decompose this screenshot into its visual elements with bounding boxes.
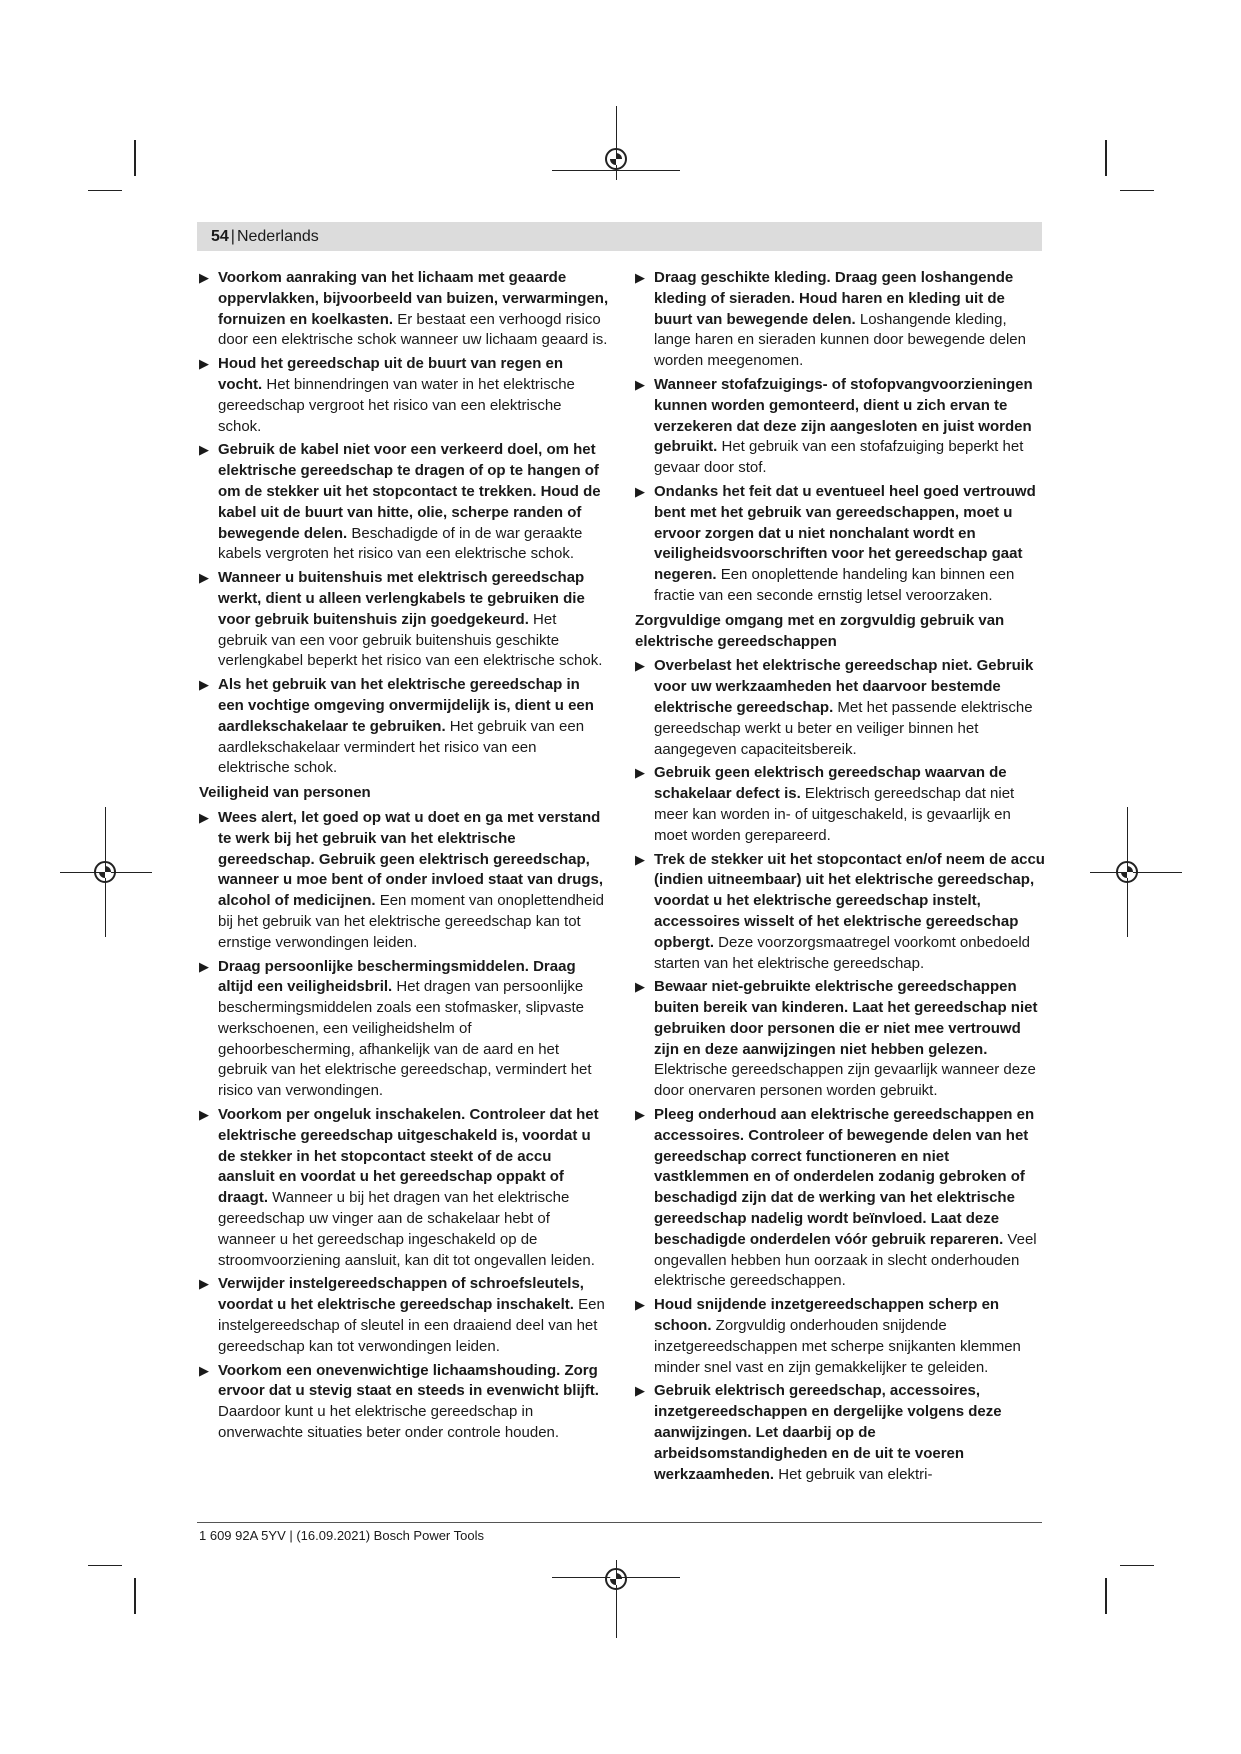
item-explanation: Zorgvuldig onderhouden snijdende inzetgereedschappen met scherpe snijkanten klemmen minder snel vast en zijn gemakkelijker te geleiden.	[654, 1317, 1021, 1376]
item-instruction: Voorkom aanraking van het lichaam met geaarde oppervlakken, bijvoorbeeld van buizen, verwarmingen, fornuizen en koelkasten.	[218, 269, 609, 328]
list-item	[199, 957, 609, 1103]
bullet-arrow-icon: ▶	[199, 809, 209, 825]
bullet-arrow-icon: ▶	[199, 1362, 209, 1378]
item-instruction: Wanneer stofafzuigings- of stofopvangvoorzieningen kunnen worden gemonteerd, dient u zich ervan te verzekeren dat deze zijn aangesloten en juist worden gebruikt.	[654, 375, 1033, 456]
item-instruction: Gebruik de kabel niet voor een verkeerd doel, om het elektrische gereedschap te dragen of op te hangen of om de stekker uit het stopcontact te trekken. Houd de kabel uit de buurt van hitte, olie, scherpe randen of bewegende delen.	[218, 441, 601, 542]
item-instruction: Houd het gereedschap uit de buurt van regen en vocht.	[218, 355, 564, 393]
item-explanation: Met het passende elektrische gereedschap werkt u beter en veiliger binnen het aangegeven capaciteitsbereik.	[654, 698, 1033, 758]
item-explanation: Het gebruik van elektri-	[774, 1465, 933, 1483]
item-explanation: Elektrische gereedschappen zijn gevaarlijk wanneer deze door onervaren personen worden gebruikt.	[654, 1061, 1036, 1100]
list-item	[199, 808, 609, 954]
item-instruction: Pleeg onderhoud aan elektrische gereedschappen en accessoires. Controleer of bewegende delen van het gereedschap correct functioneren en niet vastklemmen en of onderdelen zodanig gebroken of beschadigd zijn dat de werking van het elektrische gereedschap nadelig wordt beïnvloed. Laat deze beschadigde onderdelen vóór gebruik repareren.	[654, 1106, 1035, 1248]
bullet-arrow-icon: ▶	[635, 376, 645, 392]
footer-text: 1 609 92A 5YV | (16.09.2021) Bosch Power Tools	[199, 1528, 484, 1543]
footer-rule	[197, 1522, 1042, 1523]
header-language: Nederlands	[236, 228, 319, 245]
list-item	[199, 268, 609, 351]
bullet-arrow-icon: ▶	[635, 270, 645, 285]
page-header	[197, 222, 1042, 251]
list-item	[199, 440, 609, 565]
item-explanation: Een instelgereedschap of sleutel in een draaiend deel van het gereedschap kan tot verwondingen leiden.	[218, 1296, 605, 1355]
registration-target-icon	[94, 861, 116, 883]
list-item	[635, 375, 1045, 479]
list-item	[635, 850, 1045, 975]
registration-target-icon	[605, 1568, 627, 1590]
bullet-arrow-icon: ▶	[635, 1297, 645, 1313]
bullet-arrow-icon: ▶	[199, 442, 209, 458]
item-instruction: Als het gebruik van het elektrische gereedschap in een vochtige omgeving onvermijdelijk is, dient u een aardlekschakelaar te gebruiken.	[218, 676, 594, 735]
item-instruction: Voorkom per ongeluk inschakelen. Controleer dat het elektrische gereedschap uitgeschakeld is, voordat u de stekker in het stopcontact steekt of de accu aansluit en voordat u het gereedschap oppakt of draagt.	[218, 1106, 599, 1207]
item-instruction: Gebruik geen elektrisch gereedschap waarvan de schakelaar defect is.	[654, 764, 1007, 803]
crop-mark	[88, 190, 122, 191]
registration-target-icon	[605, 148, 627, 170]
item-explanation: Het binnendringen van water in het elektrische gereedschap vergroot het risico van een elektrische schok.	[218, 375, 575, 435]
list-item	[199, 1105, 609, 1271]
item-explanation: Er bestaat een verhoogd risico door een elektrische schok wanneer uw lichaam geaard is.	[218, 310, 608, 349]
list-item	[199, 568, 609, 672]
crop-mark	[1120, 190, 1154, 191]
list-item	[199, 1361, 609, 1444]
right-list-b	[635, 656, 1045, 1485]
item-explanation: Het dragen van persoonlijke beschermingsmiddelen zoals een stofmasker, slipvaste werkschoenen, een veiligheidshelm of gehoorbescherming, afhankelijk van de aard en het gebruik van het elektrische gereedschap, vermindert het risico van verwondingen.	[218, 978, 592, 1100]
item-explanation: Het gebruik van een aardlekschakelaar vermindert het risico van een elektrische schok.	[218, 717, 585, 777]
item-instruction: Draag persoonlijke beschermingsmiddelen. Draag altijd een veiligheidsbril.	[218, 957, 576, 996]
bullet-arrow-icon: ▶	[635, 1107, 645, 1123]
item-instruction: Verwijder instelgereedschappen of schroefsleutels, voordat u het elektrische gereedschap inschakelt.	[218, 1275, 584, 1314]
list-item	[635, 977, 1045, 1102]
list-item	[635, 268, 1045, 372]
list-item	[635, 656, 1045, 760]
crop-mark	[134, 140, 136, 176]
left-list-a	[199, 268, 609, 779]
bullet-arrow-icon: ▶	[199, 270, 209, 285]
crop-mark	[1105, 1578, 1107, 1614]
bullet-arrow-icon: ▶	[199, 1276, 209, 1292]
item-explanation: Loshangende kleding, lange haren en sieraden kunnen door bewegende delen worden meegenomen.	[654, 310, 1026, 370]
list-item	[199, 1274, 609, 1357]
header-separator: |	[230, 228, 235, 245]
item-instruction: Trek de stekker uit het stopcontact en/of neem de accu (indien uitneembaar) uit het elektrische gereedschap, voordat u het elektrische gereedschap instelt, accessoires wisselt of het elektrische gereedschap opbergt.	[654, 850, 1045, 951]
bullet-arrow-icon: ▶	[199, 356, 209, 372]
item-explanation: Deze voorzorgsmaatregel voorkomt onbedoeld starten van het elektrische gereedschap.	[654, 933, 1031, 972]
item-instruction: Houd snijdende inzetgereedschappen scherp en schoon.	[654, 1296, 1000, 1335]
list-item	[635, 763, 1045, 846]
item-explanation: Wanneer u bij het dragen van het elektrische gereedschap uw vinger aan de schakelaar hebt of wanneer u het gereedschap ingeschakeld op de stroomvoorziening aansluit, kan dit tot ongevallen leiden.	[218, 1189, 595, 1269]
item-explanation: Elektrisch gereedschap dat niet meer kan worden in- of uitgeschakeld, is gevaarlijk en moet worden gerepareerd.	[654, 785, 1015, 844]
bullet-arrow-icon: ▶	[199, 1107, 209, 1123]
bullet-arrow-icon: ▶	[635, 483, 645, 499]
list-item	[635, 482, 1045, 607]
registration-target-icon	[1116, 861, 1138, 883]
crop-mark	[1105, 140, 1107, 176]
item-explanation: Een onoplettende handeling kan binnen een fractie van een seconde ernstig letsel veroorzaken.	[654, 566, 1015, 604]
section-heading-personal-safety: Veiligheid van personen	[199, 784, 371, 802]
item-instruction: Overbelast het elektrische gereedschap niet. Gebruik voor uw werkzaamheden het daarvoor bestemde elektrische gereedschap.	[654, 657, 1034, 716]
page-number: 54	[211, 228, 229, 245]
bullet-arrow-icon: ▶	[635, 765, 645, 781]
item-instruction: Bewaar niet-gebruikte elektrische gereedschappen buiten bereik van kinderen. Laat het gereedschap niet gebruiken door personen die er niet mee vertrouwd zijn en deze aanwijzingen niet hebben gelezen.	[654, 978, 1038, 1058]
right-list-a	[635, 268, 1045, 607]
crop-mark	[1120, 1565, 1154, 1566]
item-explanation: Het gebruik van een voor gebruik buitenshuis geschikte verlengkabel beperkt het risico van een elektrische schok.	[218, 610, 603, 670]
right-column	[635, 268, 1045, 1488]
left-column	[199, 268, 609, 1447]
item-instruction: Ondanks het feit dat u eventueel heel goed vertrouwd bent met het gebruik van gereedschappen, moet u ervoor zorgen dat u niet nonchalant wordt en veiligheidsvoorschriften voor het gereedschap gaat negeren.	[654, 482, 1036, 584]
list-item	[635, 1381, 1045, 1485]
list-item	[199, 354, 609, 437]
item-explanation: Beschadigde of in de war geraakte kabels vergroten het risico van een elektrische schok.	[218, 524, 583, 563]
bullet-arrow-icon: ▶	[199, 958, 209, 974]
item-explanation: Een moment van onoplettendheid bij het gebruik van het elektrische gereedschap kan tot ernstige verwondingen leiden.	[218, 892, 605, 951]
registration-line	[552, 170, 680, 171]
item-instruction: Draag geschikte kleding. Draag geen loshangende kleding of sieraden. Houd haren en kleding uit de buurt van bewegende delen.	[654, 269, 1014, 328]
bullet-arrow-icon: ▶	[635, 851, 645, 867]
item-instruction: Wees alert, let goed op wat u doet en ga met verstand te werk bij het gebruik van het elektrische gereedschap. Gebruik geen elektrisch gereedschap, wanneer u moe bent of onder invloed staat van drugs, alcohol of medicijnen.	[218, 808, 604, 910]
crop-mark	[134, 1578, 136, 1614]
item-instruction: Voorkom een onevenwichtige lichaamshouding. Zorg ervoor dat u stevig staat en steeds in evenwicht blijft.	[218, 1361, 599, 1400]
list-item	[635, 1295, 1045, 1378]
list-item	[635, 1105, 1045, 1292]
item-instruction: Gebruik elektrisch gereedschap, accessoires, inzetgereedschappen en dergelijke volgens deze aanwijzingen. Let daarbij op de arbeidsomstandigheden en de uit te voeren werkzaamheden.	[654, 1382, 1002, 1483]
list-item	[199, 675, 609, 779]
item-explanation: Daardoor kunt u het elektrische gereedschap in onverwachte situaties beter onder controle houden.	[218, 1403, 560, 1442]
bullet-arrow-icon: ▶	[635, 658, 645, 674]
section-heading-tool-use: Zorgvuldige omgang met en zorgvuldig gebruik van elektrische gereedschappen	[635, 611, 1005, 650]
item-instruction: Wanneer u buitenshuis met elektrisch gereedschap werkt, dient u alleen verlengkabels te gebruiken die voor gebruik buitenshuis zijn goedgekeurd.	[218, 569, 585, 628]
item-explanation: Veel ongevallen hebben hun oorzaak in slecht onderhouden elektrische gereedschappen.	[654, 1230, 1037, 1290]
left-list-b	[199, 808, 609, 1444]
bullet-arrow-icon: ▶	[635, 979, 645, 995]
bullet-arrow-icon: ▶	[199, 677, 209, 693]
bullet-arrow-icon: ▶	[199, 570, 209, 586]
item-explanation: Het gebruik van een stofafzuiging beperkt het gevaar door stof.	[654, 438, 1024, 477]
bullet-arrow-icon: ▶	[635, 1383, 645, 1399]
crop-mark	[88, 1565, 122, 1566]
